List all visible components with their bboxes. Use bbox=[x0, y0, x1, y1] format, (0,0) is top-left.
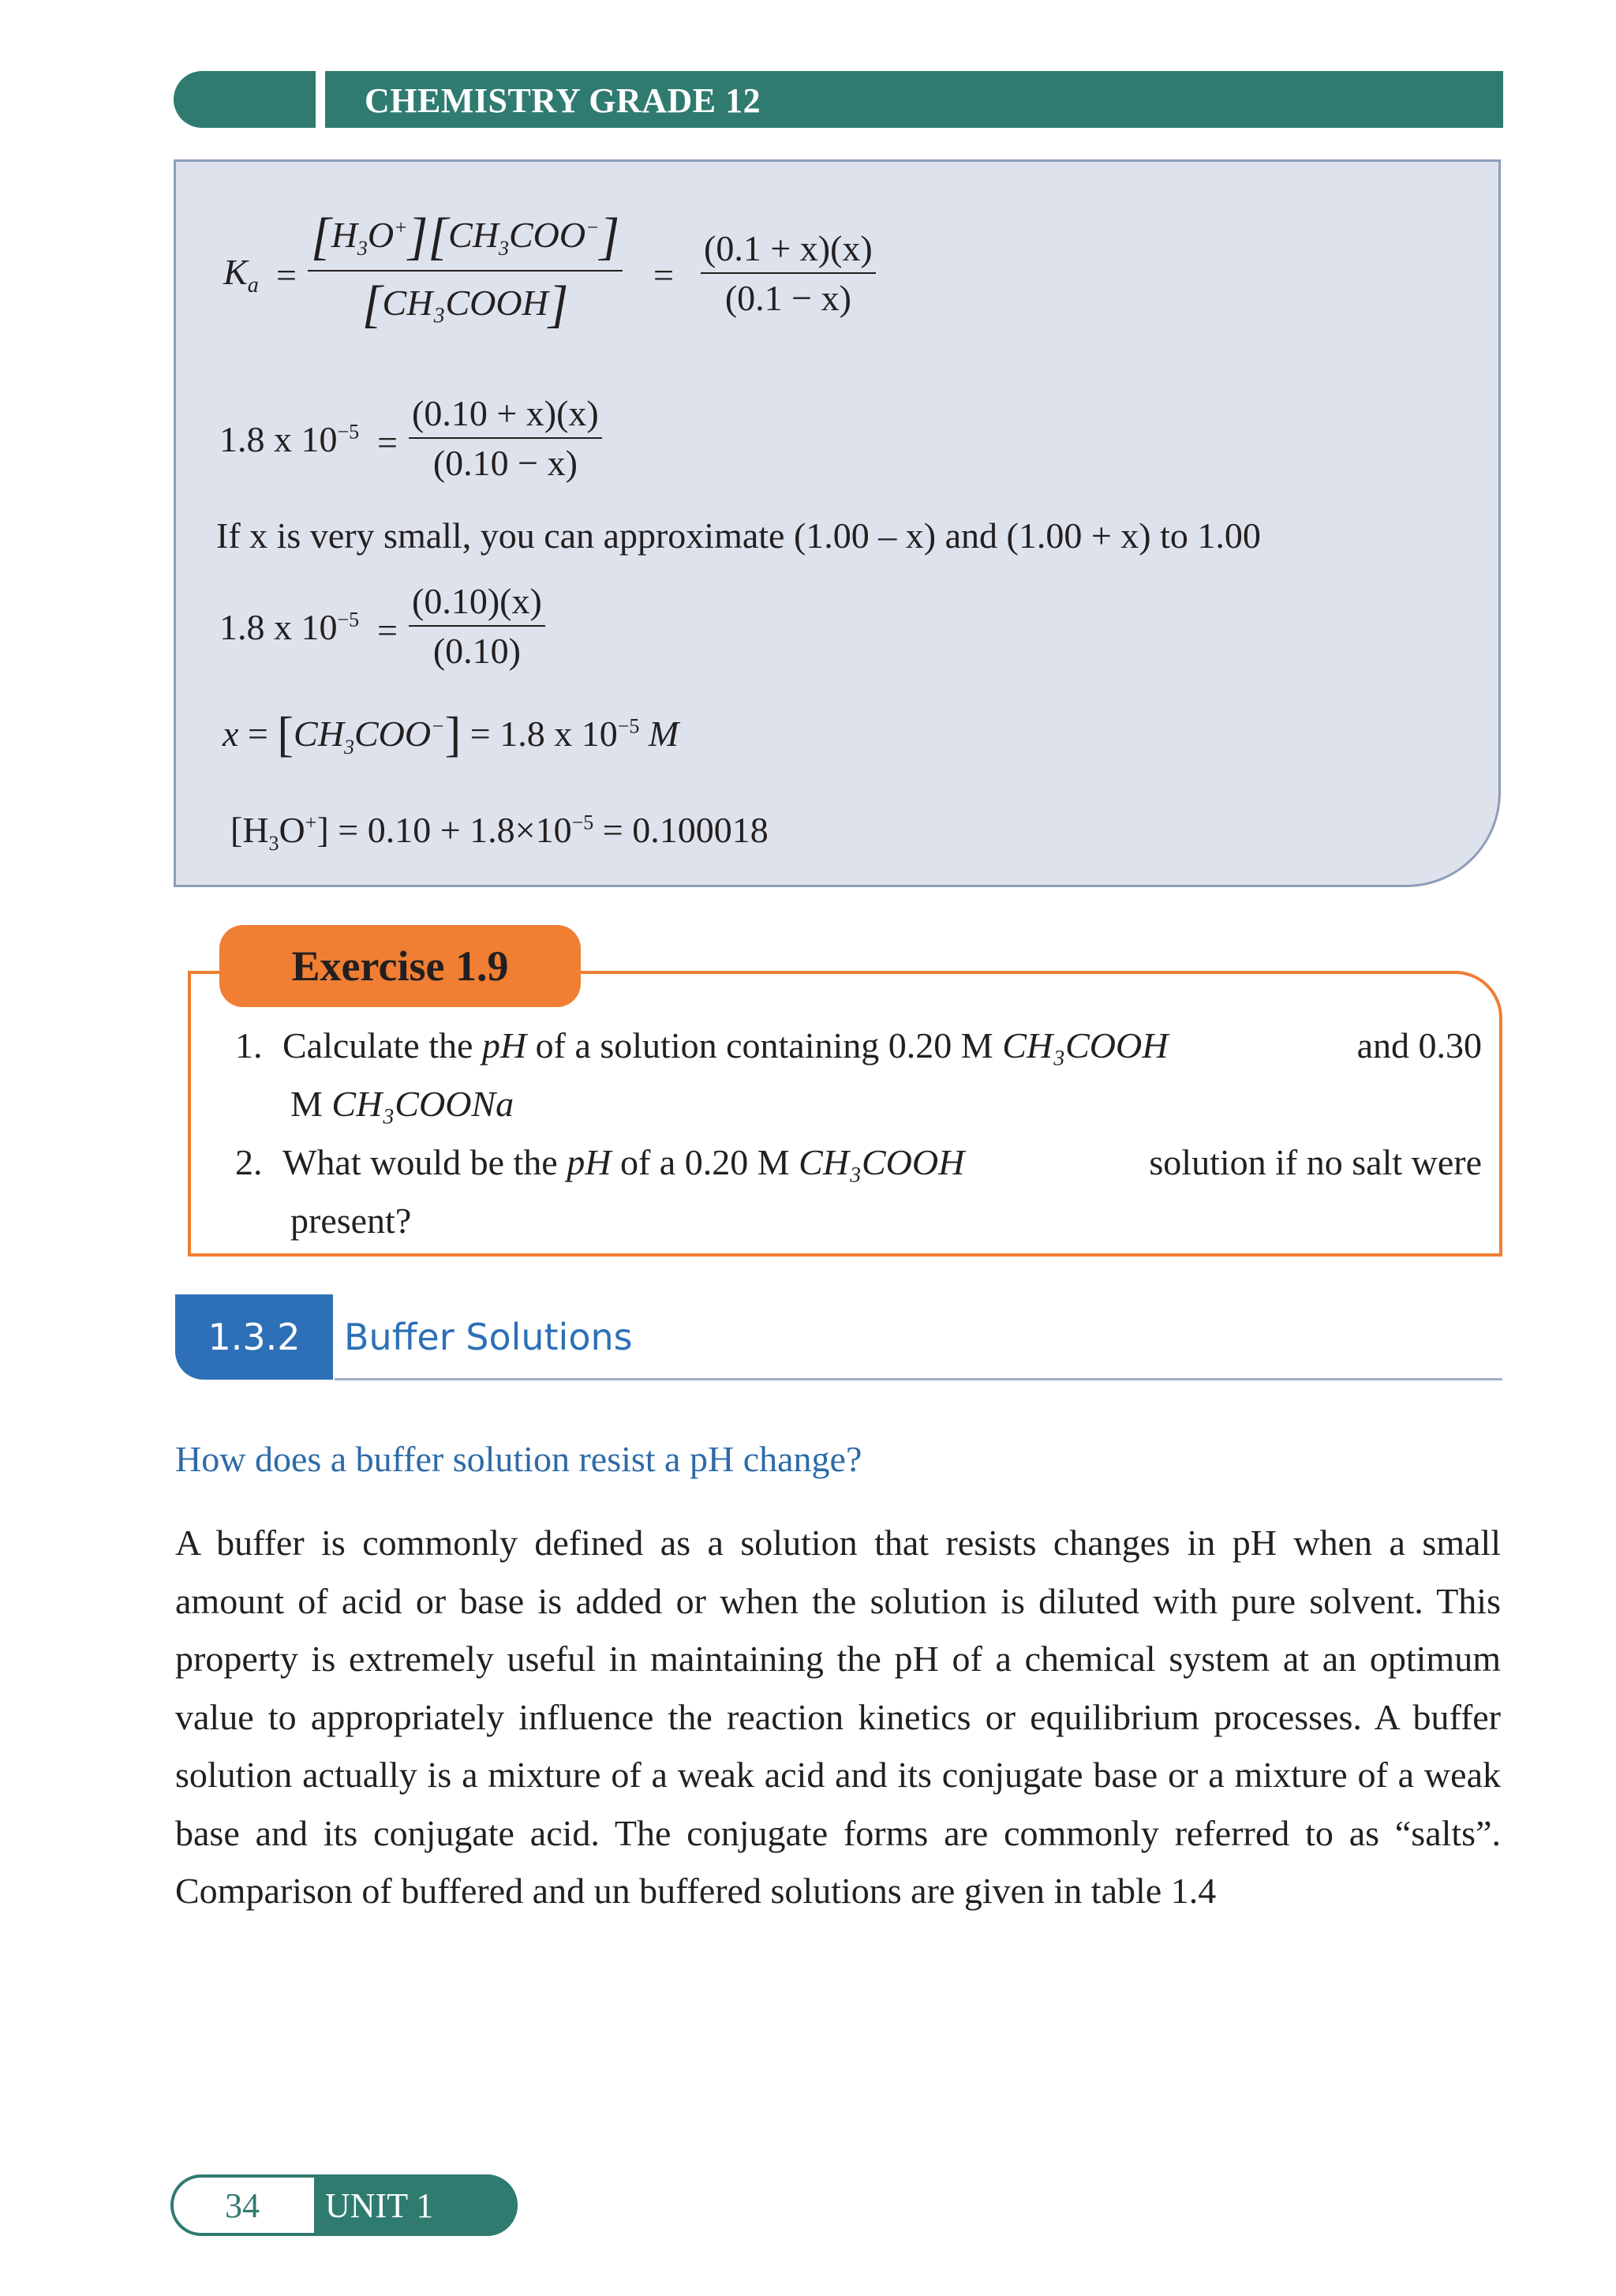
exercise-item-2: 2. What would be the pH of a 0.20 M CH₃COOH solution if no salt were present? bbox=[235, 1142, 1482, 1241]
ka-value-denominator: (0.1 − x) bbox=[724, 278, 851, 318]
footer-unit-label: UNIT 1 bbox=[325, 2186, 434, 2225]
ka-value-label: 1.8 x $10^{-5}$ bbox=[219, 419, 360, 459]
ka-bracket-fraction bbox=[308, 207, 623, 335]
approximation-note: If x is very small, you can approximate (1.00 – x) and (1.00 + x) to 1.00 bbox=[216, 515, 1261, 556]
ka-value-label-2: 1.8 x $10^{-5}$ bbox=[219, 607, 360, 647]
ka-equals-2: = bbox=[653, 255, 674, 295]
ka-bracket-numerator: $[H_3O^+][CH_3COO^-]$ bbox=[308, 207, 623, 272]
exercise-item-1: 1. Calculate the pH of a solution containing 0.20 M CH₃COOH and 0.30 M CH₃COONa bbox=[235, 1025, 1482, 1124]
equation-fraction-2 bbox=[409, 392, 602, 484]
equation-denominator-3: (0.10) bbox=[432, 631, 521, 671]
equation-fraction-3 bbox=[409, 580, 545, 672]
ka-value-numerator: (0.1 + x)(x) bbox=[701, 227, 876, 274]
running-header-title: CHEMISTRY GRADE 12 bbox=[365, 81, 761, 120]
x-result-equation: $x = [CH_3COO^-] = 1.8$ x $10^{-5}$ M bbox=[223, 708, 679, 762]
equation-numerator-2: (0.10 + x)(x) bbox=[409, 392, 602, 439]
ka-value-fraction bbox=[701, 227, 876, 319]
header-accent-tab bbox=[174, 71, 316, 128]
section-underline bbox=[335, 1378, 1502, 1380]
hydronium-result-equation: $[H_3O^+] = 0.10 + 1.8\times 10^{-5} = 0.100018$ bbox=[230, 810, 769, 856]
section-number: 1.3.2 bbox=[208, 1316, 301, 1358]
equation-numerator-3: (0.10)(x) bbox=[409, 580, 545, 627]
equals-line3: = bbox=[377, 610, 398, 650]
section-title: Buffer Solutions bbox=[344, 1316, 633, 1358]
ka-symbol: $K_a$ bbox=[223, 252, 259, 298]
equation-denominator-2: (0.10 − x) bbox=[432, 443, 578, 483]
equals-line2: = bbox=[377, 422, 398, 463]
page-number: 34 bbox=[225, 2186, 260, 2225]
ka-bracket-denominator: [CH₃COOH] bbox=[361, 275, 569, 333]
ka-equals: = bbox=[276, 255, 297, 295]
body-paragraph: A buffer is commonly defined as a solution that resists changes in pH when a small amount of acid or base is added or when the solution is diluted with pure solvent. This property is extremely useful in maintaining the pH of a chemical system at an optimum value to appropriately influence the reaction kinetics or equilibrium processes. A buffer solution actually is a mixture of a weak acid and its conjugate base or a mixture of a weak base and its conjugate acid. The conjugate forms are commonly referred to as “salts”. Comparison of buffered and un buffered solutions are given in table 1.4 bbox=[175, 1523, 1501, 1911]
guiding-question: How does a buffer solution resist a pH change? bbox=[175, 1439, 862, 1479]
exercise-title: Exercise 1.9 bbox=[291, 942, 509, 990]
